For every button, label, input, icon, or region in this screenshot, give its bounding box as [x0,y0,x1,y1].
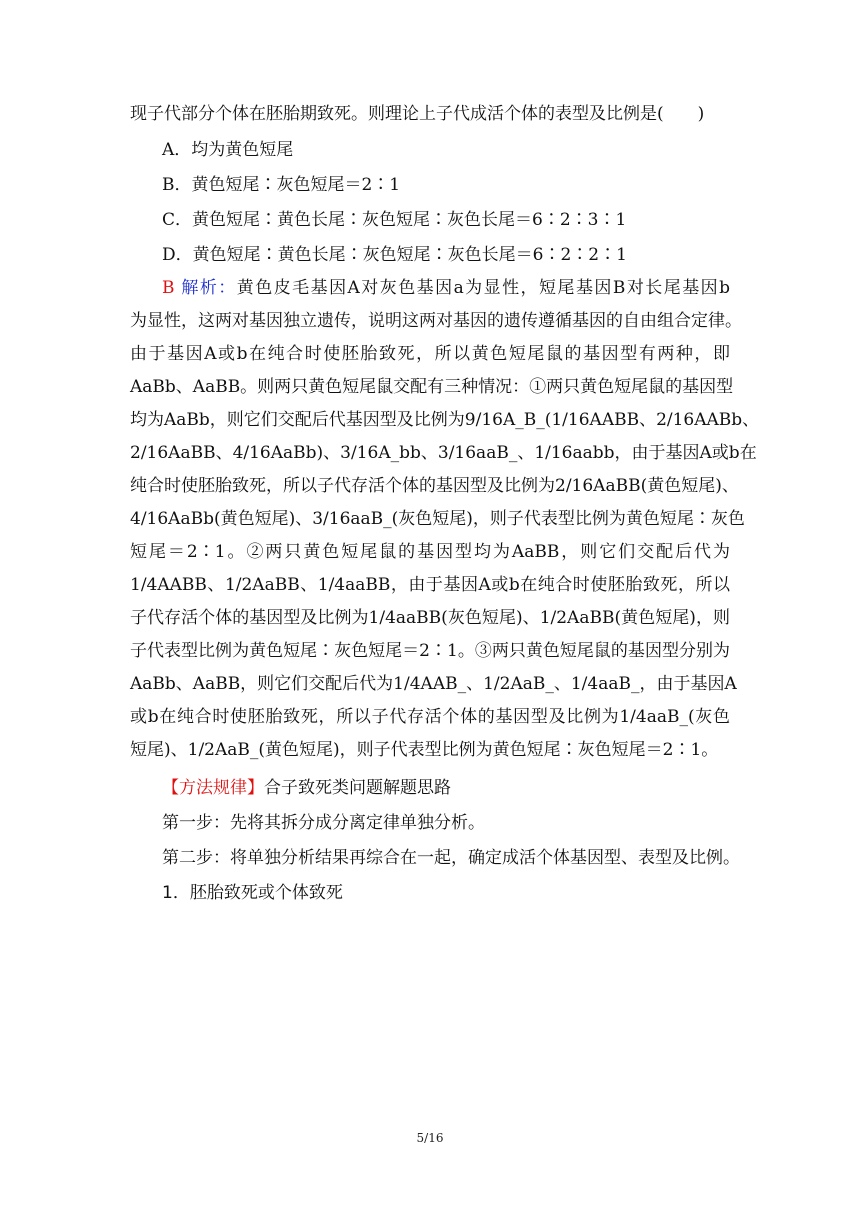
analysis-line: 均为AaBb，则它们交配后代基因型及比例为9/16A_B_(1/16AABB、2/16AABb、 [130,410,760,430]
analysis-text: 黄色皮毛基因A对灰色基因a为显性，短尾基因B对长尾基因b [236,278,731,298]
option-b: B．黄色短尾∶灰色短尾＝2∶1 [162,175,401,195]
analysis-line: 短尾＝2∶1。②两只黄色短尾鼠的基因型均为AaBB，则它们交配后代为 [130,542,730,562]
analysis-line: 4/16AaBb(黄色短尾)、3/16aaB_(灰色短尾)，则子代表型比例为黄色短尾∶灰色 [130,509,745,529]
analysis-line: AaBb、AaBB。则两只黄色短尾鼠交配有三种情况：①两只黄色短尾鼠的基因型 [130,377,734,397]
answer-letter: B [162,278,175,298]
method-label: 【方法规律】 [162,778,264,798]
analysis-label: 解析： [181,278,237,298]
page-number: 5/16 [416,1131,444,1145]
method-heading [162,776,730,800]
analysis-line: 由于基因A或b在纯合时使胚胎致死，所以黄色短尾鼠的基因型有两种，即 [130,344,730,364]
option-a: A．均为黄色短尾 [162,140,294,160]
analysis-line: 纯合时使胚胎致死，所以子代存活个体的基因型及比例为2/16AaBB(黄色短尾)、 [130,476,739,496]
analysis-line: 短尾)、1/2AaB_(黄色短尾)，则子代表型比例为黄色短尾∶灰色短尾＝2∶1。 [130,740,719,760]
method-title: 合子致死类问题解题思路 [264,778,451,798]
option-c: C．黄色短尾∶黄色长尾∶灰色短尾∶灰色长尾＝6∶2∶3∶1 [162,210,627,230]
method-step-1: 第一步：先将其拆分成分离定律单独分析。 [162,813,485,833]
analysis-first-line [162,276,730,300]
analysis-line: 子代表型比例为黄色短尾∶灰色短尾＝2∶1。③两只黄色短尾鼠的基因型分别为 [130,641,730,661]
analysis-line: 为显性，这两对基因独立遗传，说明这两对基因的遗传遵循基因的自由组合定律。 [130,311,742,331]
question-stem: 现子代部分个体在胚胎期致死。则理论上子代成活个体的表型及比例是( ) [130,104,705,124]
analysis-line: 或b在纯合时使胚胎致死，所以子代存活个体的基因型及比例为1/4aaB_(灰色 [130,707,730,727]
analysis-line: 1/4AABB、1/2AaBB、1/4aaBB，由于基因A或b在纯合时使胚胎致死，所以 [130,575,730,595]
section-heading: 1．胚胎致死或个体致死 [162,883,343,903]
analysis-line: 子代存活个体的基因型及比例为1/4aaBB(灰色短尾)、1/2AaBB(黄色短尾)，则 [130,608,730,628]
option-d: D．黄色短尾∶黄色长尾∶灰色短尾∶灰色长尾＝6∶2∶2∶1 [162,245,627,265]
analysis-line: 2/16AaBB、4/16AaBb)、3/16A_bb、3/16aaB_、1/16aabb，由于基因A或b在 [130,443,757,463]
method-step-2: 第二步：将单独分析结果再综合在一起，确定成活个体基因型、表型及比例。 [162,848,740,868]
analysis-line: AaBb、AaBB，则它们交配后代为1/4AAB_、1/2AaB_、1/4aaB_，由于基因A [130,674,737,694]
